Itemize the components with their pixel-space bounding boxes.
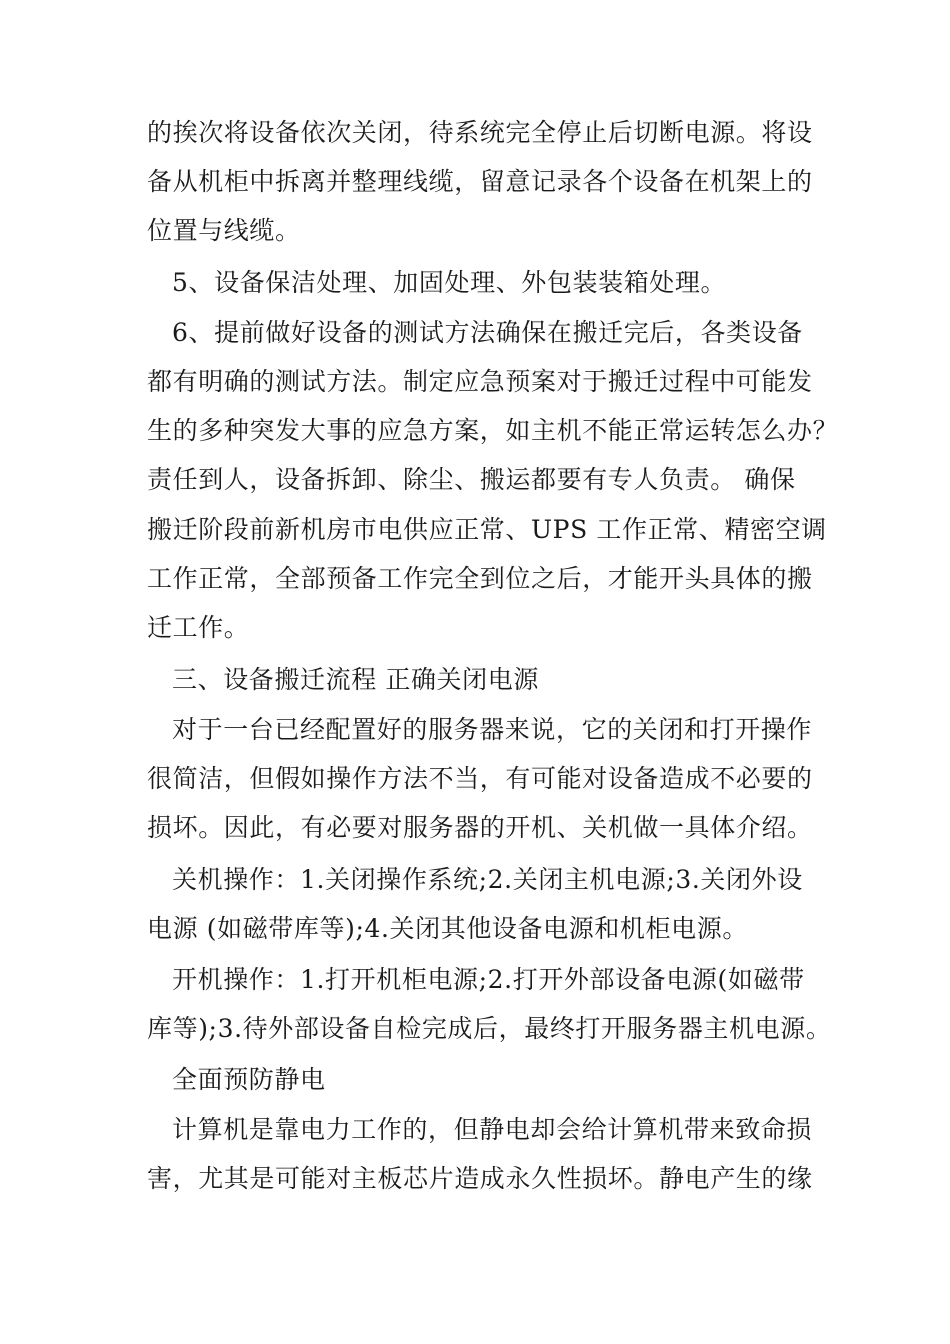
text-line: 都有明确的测试方法。制定应急预案对于搬迁过程中可能发 <box>147 367 813 396</box>
text-line: 备从机柜中拆离并整理线缆，留意记录各个设备在机架上的 <box>147 167 813 196</box>
text-line: 开机操作：1.打开机柜电源;2.打开外部设备电源(如磁带 <box>172 965 805 994</box>
text-line: 电源 (如磁带库等);4.关闭其他设备电源和机柜电源。 <box>147 914 748 943</box>
text-line: 害，尤其是可能对主板芯片造成永久性损坏。静电产生的缘 <box>147 1164 813 1193</box>
text-line: 生的多种突发大事的应急方案，如主机不能正常运转怎么办？ <box>147 416 839 445</box>
text-line: 工作正常，全部预备工作完全到位之后，才能开头具体的搬 <box>147 564 813 593</box>
text-line: 库等);3.待外部设备自检完成后，最终打开服务器主机电源。 <box>147 1014 832 1043</box>
text-line: 关机操作：1.关闭操作系统;2.关闭主机电源;3.关闭外设 <box>172 865 803 894</box>
text-line: 很简洁，但假如操作方法不当，有可能对设备造成不必要的 <box>147 764 813 793</box>
text-line: 责任到人，设备拆卸、除尘、搬运都要有专人负责。 确保 <box>147 465 796 494</box>
text-line: 搬迁阶段前新机房市电供应正常、UPS 工作正常、精密空调 <box>147 515 827 544</box>
text-line: 迁工作。 <box>147 613 250 642</box>
text-line: 位置与线缆。 <box>147 216 301 245</box>
section-heading: 全面预防静电 <box>172 1065 326 1094</box>
text-line: 的挨次将设备依次关闭，待系统完全停止后切断电源。将设 <box>147 118 813 147</box>
text-line: 对于一台已经配置好的服务器来说，它的关闭和打开操作 <box>172 715 813 744</box>
section-heading: 三、设备搬迁流程 正确关闭电源 <box>172 665 539 694</box>
text-line: 计算机是靠电力工作的，但静电却会给计算机带来致命损 <box>172 1115 813 1144</box>
text-line: 损坏。因此，有必要对服务器的开机、关机做一具体介绍。 <box>147 813 813 842</box>
text-line: 6、提前做好设备的测试方法确保在搬迁完后，各类设备 <box>172 318 803 347</box>
text-line: 5、设备保洁处理、加固处理、外包装装箱处理。 <box>172 268 727 297</box>
